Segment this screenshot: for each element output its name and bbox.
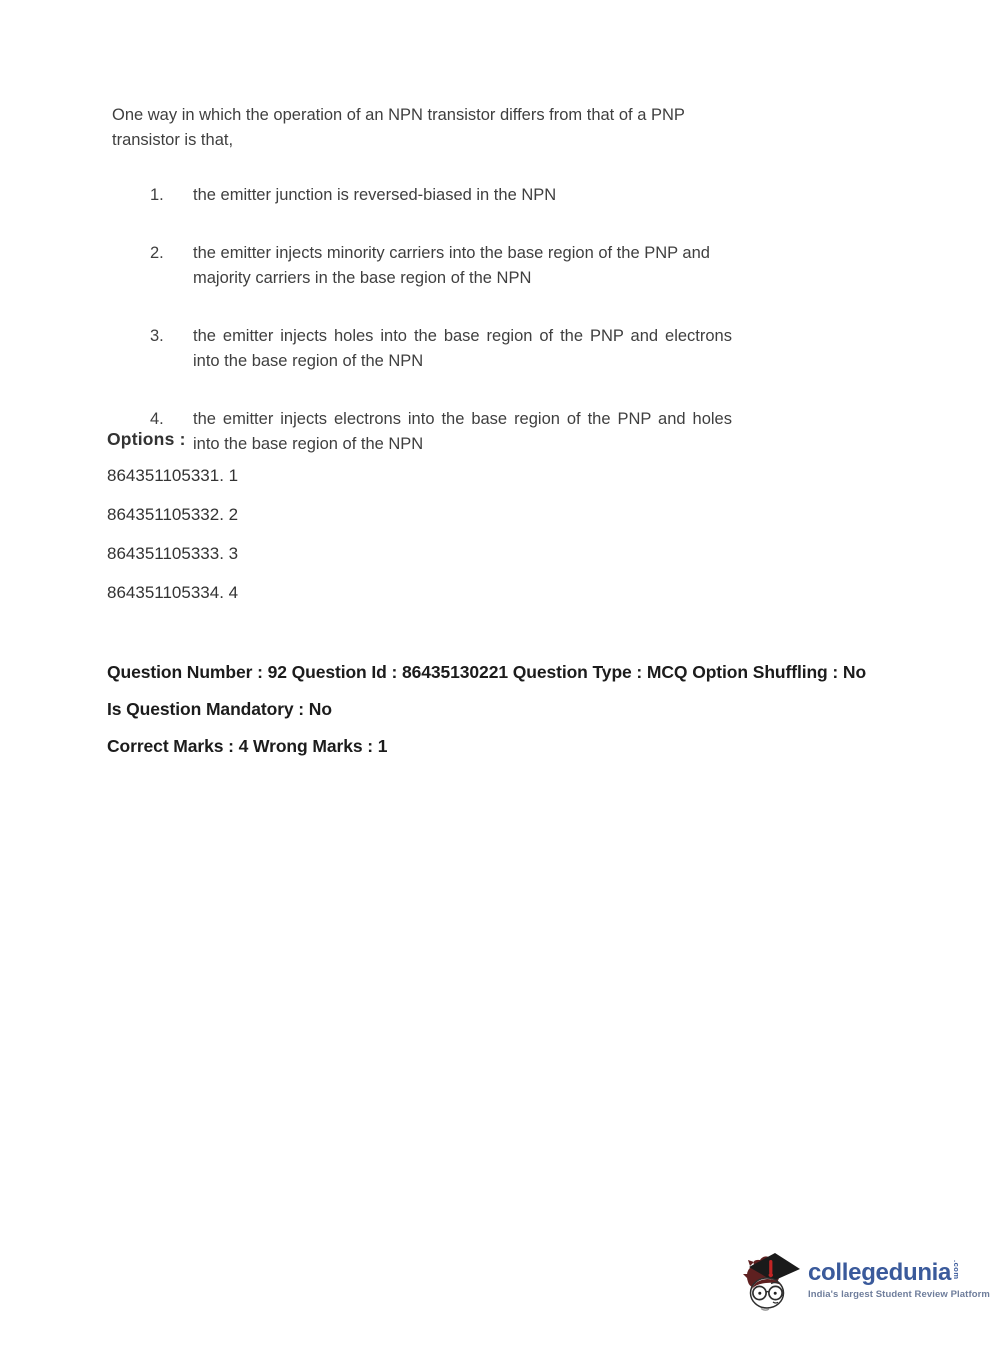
brand-tagline: India's largest Student Review Platform: [808, 1289, 990, 1300]
brand-domain-suffix: .com: [952, 1260, 962, 1280]
brand-text-block: [808, 1244, 990, 1300]
option-id-row: 864351105331. 1: [107, 466, 239, 485]
brand-name: collegedunia: [808, 1259, 952, 1286]
metadata-line-3: Correct Marks : 4 Wrong Marks : 1: [107, 736, 388, 756]
question-metadata: [107, 654, 866, 765]
option-id-row: 864351105334. 4: [107, 583, 239, 602]
option-text: the emitter injects holes into the base region of the PNP and electrons into the base region of the NPN: [193, 327, 732, 370]
answer-option-2: [112, 241, 732, 291]
answer-option-4: [112, 407, 732, 457]
option-id-row: 864351105332. 2: [107, 505, 239, 524]
answer-option-1: [112, 183, 732, 208]
option-text: the emitter injects minority carriers into the base region of the PNP and majority carriers in the base region of the NPN: [193, 244, 710, 287]
option-id-row: 864351105333. 3: [107, 544, 239, 563]
option-text: the emitter junction is reversed-biased in the NPN: [193, 186, 557, 204]
option-number: 1.: [150, 186, 164, 204]
question-text: One way in which the operation of an NPN transistor differs from that of a PNP transistor is that,: [112, 106, 685, 149]
answer-option-3: [112, 324, 732, 374]
options-heading: Options :: [107, 429, 186, 449]
mascot-icon: [742, 1244, 802, 1316]
option-number: 2.: [150, 244, 164, 262]
collegedunia-logo: [742, 1244, 990, 1316]
option-number: 4.: [150, 410, 164, 428]
option-text: the emitter injects electrons into the base region of the PNP and holes into the base region of the NPN: [193, 410, 732, 453]
metadata-line-1: Question Number : 92 Question Id : 86435130221 Question Type : MCQ Option Shuffling : No: [107, 662, 867, 682]
metadata-line-2: Is Question Mandatory : No: [107, 699, 332, 719]
question-block: [112, 103, 732, 490]
brand-row: [808, 1260, 990, 1286]
option-id-list: [107, 466, 238, 622]
option-number: 3.: [150, 327, 164, 345]
